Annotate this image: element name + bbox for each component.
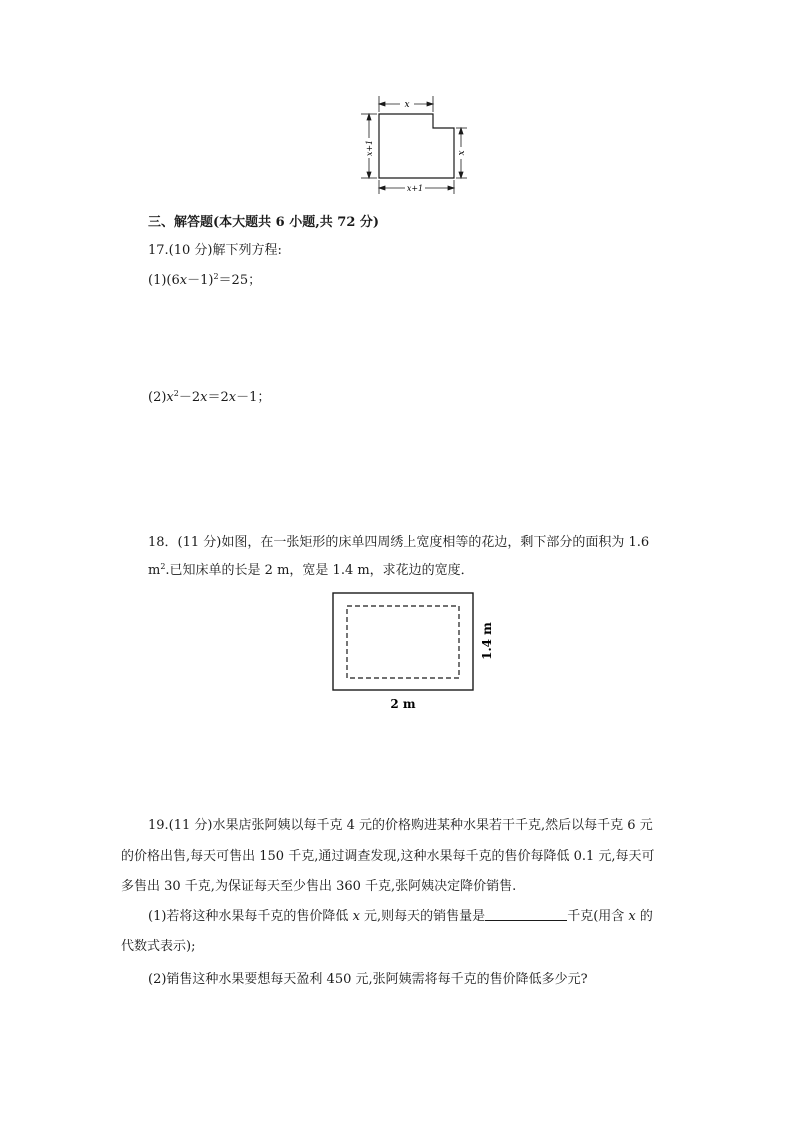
bedsheet-outer-rect [333, 593, 473, 690]
q17-part1-text-b: －1) [187, 273, 214, 288]
q18-line1: 18．(11 分)如图，在一张矩形的床单四周绣上宽度相等的花边，剩下部分的面积为 1.6 [148, 535, 650, 550]
q19-part1-var2: x [628, 909, 636, 924]
label-width-2m: 2 m [390, 697, 416, 711]
q18-figure [330, 590, 505, 715]
q19-part2: (2)销售这种水果要想每天盈利 450 元,张阿姨需将每千克的售价降低多少元? [148, 972, 588, 987]
q19-part1-text-a: (1)若将这种水果每千克的售价降低 [148, 909, 349, 924]
shape-outline [379, 114, 454, 178]
q17-part1-text-c: ＝25； [218, 273, 262, 288]
label-left-x-plus-1: x+1 [365, 139, 374, 157]
q19-part1-text-d: 的 [639, 909, 653, 924]
answer-blank[interactable] [485, 908, 567, 921]
label-right-x: x [457, 150, 467, 156]
label-bottom-x-plus-1: x+1 [406, 184, 424, 193]
stepped-shape [379, 114, 454, 178]
q17-part1-exp: 2 [213, 272, 219, 281]
q17-part1-text-a: (1)(6 [148, 273, 180, 288]
q17-part1 [148, 272, 261, 290]
label-height-1-4m: 1.4 m [480, 622, 494, 660]
q17-part2-var3: x [228, 390, 237, 405]
q19-part1-text-c: 千克(用含 [567, 909, 625, 924]
q17-part2-text-c: ＝2 [207, 390, 229, 405]
q19-line1: 19.(11 分)水果店张阿姨以每千克 4 元的价格购进某种水果若干千克,然后以每千克 6 元 [148, 818, 653, 833]
q18-line2-text-b: .已知床单的长是 2 m，宽是 1.4 m，求花边的宽度． [165, 563, 474, 578]
q17-stem: 17.(10 分)解下列方程: [148, 243, 282, 258]
q17-part2-exp: 2 [173, 389, 179, 398]
q17-part2-text-a: (2) [148, 390, 167, 405]
q18-line2-text-a: m [148, 563, 161, 578]
q19-part1-text-b: 元,则每天的销售量是 [364, 909, 486, 924]
q17-part2-text-d: －1； [236, 390, 271, 405]
label-top-x: x [404, 100, 410, 110]
q17-part2-var1: x [166, 390, 174, 405]
bedsheet-inner-dashed-rect [347, 606, 459, 678]
q17-part2-text-b: －2 [178, 390, 201, 405]
q17-part1-var: x [179, 273, 188, 288]
q19-part1-line2: 代数式表示); [121, 939, 196, 954]
q19-part1 [148, 908, 653, 926]
q16-figure [355, 92, 475, 202]
q19-line3: 多售出 30 千克,为保证每天至少售出 360 千克,张阿姨决定降价销售. [121, 879, 517, 894]
q19-part1-var: x [352, 909, 360, 924]
q18-line2 [148, 562, 474, 580]
q18-line2-exp: 2 [160, 562, 166, 571]
q17-part2-var2: x [200, 390, 208, 405]
section-heading: 三、解答题(本大题共 6 小题,共 72 分) [148, 215, 380, 230]
q19-line2: 的价格出售,每天可售出 150 千克,通过调查发现,这种水果每千克的售价每降低 0.1 元,每天可 [121, 849, 655, 864]
q17-part2 [148, 389, 270, 407]
